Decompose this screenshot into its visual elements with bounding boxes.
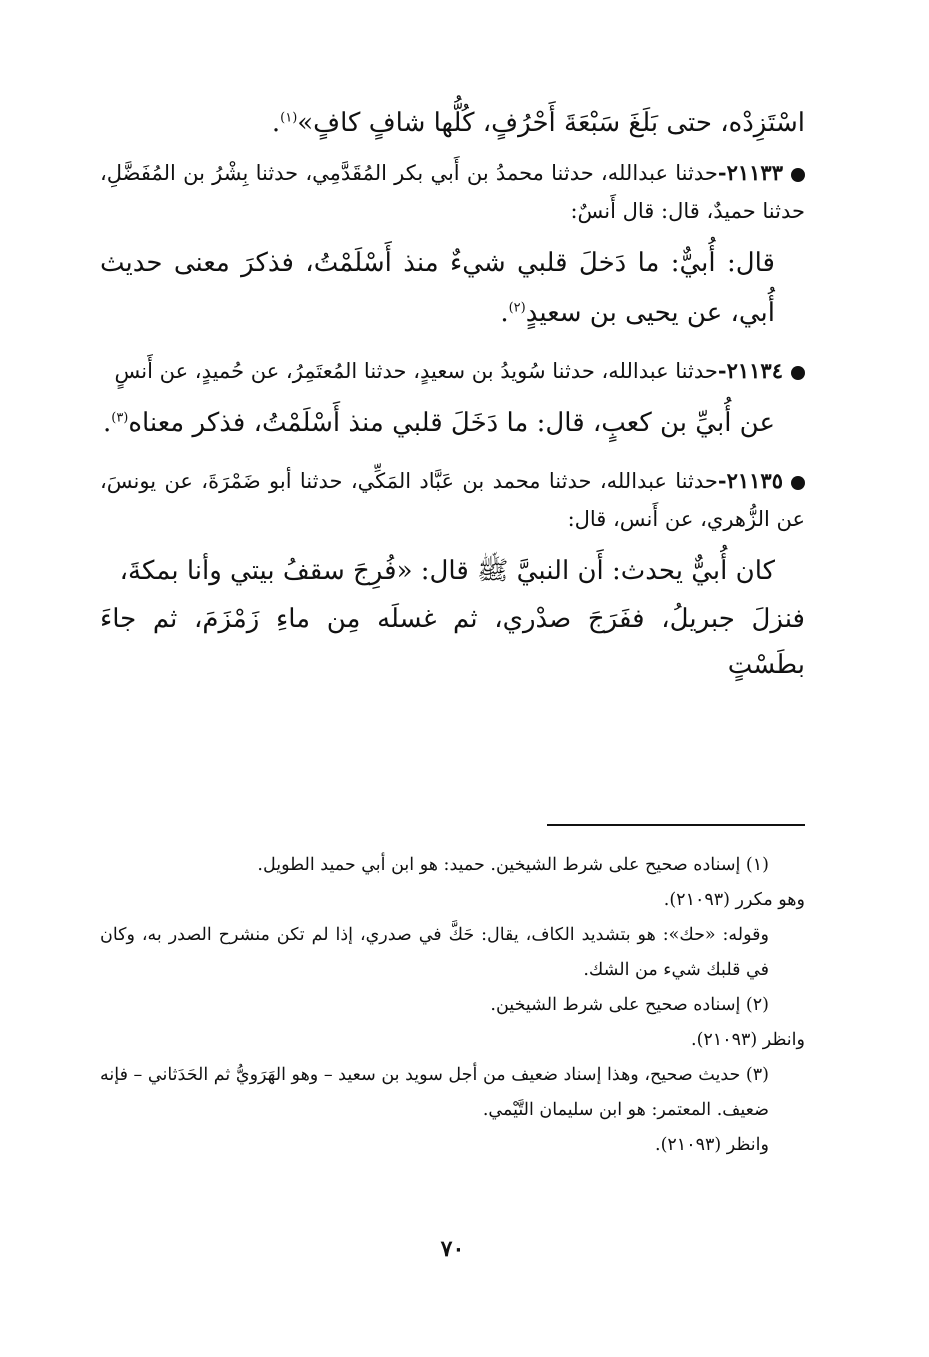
isnad-text: حدثنا عبدالله، حدثنا محمد بن عَبَّاد المَكِّي، حدثنا أبو ضَمْرَةَ، عن يونسَ، عن الزُّهري، عن أَنس، قال: — [100, 469, 805, 531]
matn-end: . — [500, 298, 509, 328]
bullet-icon — [791, 168, 805, 182]
footnote-separator — [547, 824, 805, 826]
hadith-21135-matn-line-1 — [100, 546, 805, 596]
hadith-21134-matn — [100, 398, 805, 448]
matn-text: فنزلَ جبريلُ، ففَرَجَ صدْري، ثم غسلَه مِن ماءِ زَمْزَمَ، ثم جاءَ بطَسْتٍ — [100, 604, 805, 680]
footnotes — [100, 848, 805, 1163]
hadith-21133-isnad — [100, 154, 805, 230]
book-page — [100, 100, 805, 1280]
hadith-21135-matn-line-2 — [100, 596, 805, 688]
isnad-text: حدثنا عبدالله، حدثنا محمدُ بن أَبي بكر المُقَدَّمِي، حدثنا بِشْرُ بن المُفَضَّلِ، حدثنا حميدٌ، قال: قال أَنسٌ: — [100, 161, 805, 223]
matn-text: قال: أُبيٌّ: ما دَخلَ قلبي شيءٌ منذ أَسْلَمْتُ، فذكرَ معنى حديث أُبي، عن يحيى بن سعيدٍ — [100, 248, 775, 328]
footnote-3: (٣) حديث صحيح، وهذا إسناد ضعيف من أجل سويد بن سعيد – وهو الهَرَويُّ ثم الحَدَثاني – فإنه ضعيف. المعتمر: هو ابن سليمان التَّيْمي. — [100, 1065, 769, 1120]
matn-text: عن أُبيِّ بن كعبٍ، قال: ما دَخَلَ قلبي منذ أَسْلَمْتُ، فذكر معناه — [128, 408, 775, 438]
hadith-21135-isnad — [100, 462, 805, 538]
page-number: ٧٠ — [440, 1236, 465, 1262]
footnote-ref-1[interactable]: (١) — [280, 110, 298, 126]
footnote-2-cont: وانظر (٢١٠٩٣). — [691, 1030, 805, 1050]
footnote-ref-2[interactable]: (٢) — [508, 300, 526, 316]
hadith-21134-isnad — [100, 352, 805, 390]
bullet-icon — [791, 476, 805, 490]
footnote-2: (٢) إسناده صحيح على شرط الشيخين. — [490, 995, 769, 1015]
footnote-3-cont: وانظر (٢١٠٩٣). — [655, 1135, 769, 1155]
hadith-number: ٢١١٣٣- — [717, 160, 783, 185]
footnote-1-cont: وهو مكرر (٢١٠٩٣). — [663, 890, 805, 910]
footnote-1: (١) إسناده صحيح على شرط الشيخين. حميد: هو ابن أبي حميد الطويل. — [257, 855, 769, 875]
footnote-ref-3[interactable]: (٣) — [111, 410, 129, 426]
continuation-end: . — [271, 108, 281, 138]
bullet-icon — [791, 366, 805, 380]
continuation-text: اسْتَزِدْه، حتى بَلَغَ سَبْعَةَ أَحْرُفٍ، كُلُّها شافٍ كافٍ» — [297, 108, 805, 138]
hadith-21133-matn — [100, 238, 805, 338]
hadith-number: ٢١١٣٥- — [717, 468, 783, 493]
isnad-text: حدثنا عبدالله، حدثنا سُويدُ بن سعيدٍ، حدثنا المُعتَمِرُ، عن حُميدٍ، عن أَنسٍ — [114, 359, 718, 383]
continuation-line — [100, 100, 805, 146]
matn-end: . — [102, 408, 112, 438]
matn-text: كان أُبيٌّ يحدث: أَن النبيَّ ﷺ قال: «فُرِجَ سقفُ بيتي وأنا بمكةَ، — [119, 556, 775, 586]
hadith-number: ٢١١٣٤- — [717, 358, 783, 383]
main-text — [100, 100, 805, 688]
footnote-1-explanation: وقوله: «حك»: هو بتشديد الكاف، يقال: حَكَّ في صدري، إذا لم تكن منشرح الصدر به، وكان في قلبك شيء من الشك. — [100, 925, 769, 980]
